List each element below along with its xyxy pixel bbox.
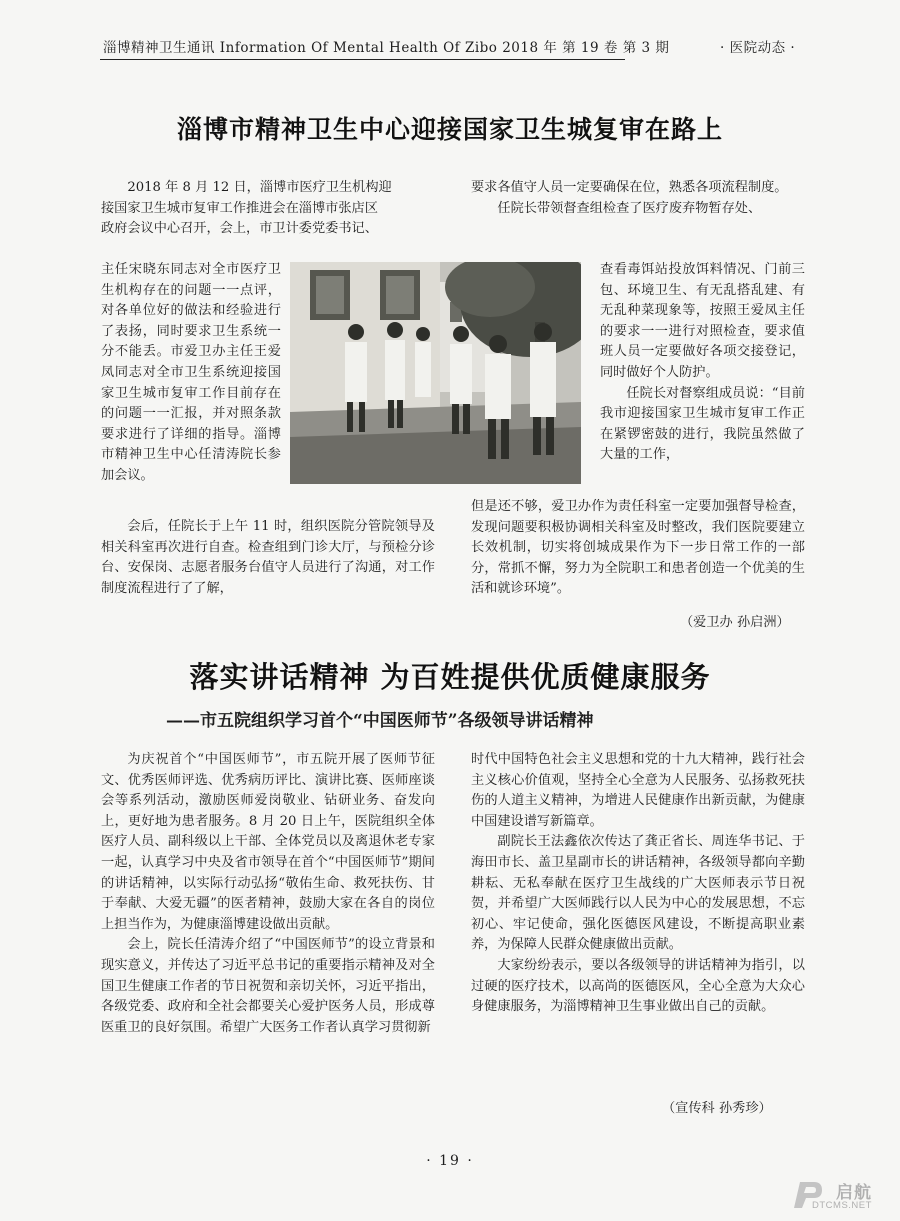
article2-right-column [471,750,805,1018]
left-bottom-text: 会后，任院长于上午 11 时，组织医院分管院领导及相关科室再次进行自查。检查组到门诊大厅，与预检分诊台、安保岗、志愿者服务台值守人员进行了沟通，对工作制度流程进行了了解， [101,519,435,596]
article1-title: 淄博市精神卫生中心迎接国家卫生城复审在路上 [176,115,723,144]
article1-right-narrow [600,260,805,466]
article2-left-p2: 会上，院长任清涛介绍了“中国医师节”的设立背景和现实意义，并传达了习近平总书记的重要指示精神及对全国卫生健康工作者的节日祝贺和亲切关怀，习近平指出，各级党委、政府和全社会都要关心爱护医务人员，形成尊医重卫的良好氛围。希望广大医务工作者认真学习贯彻新 [101,937,435,1035]
right-bottom-text: 但是还不够，爱卫办作为责任科室一定要加强督导检查，发现问题要积极协调相关科室及时整改，我们医院要建立长效机制，切实将创城成果作为下一步日常工作的一部分，常抓不懈，努力为全院职工和患者创造一个优美的生活和就诊环境”。 [471,499,805,597]
right-narrow-text: 查看毒饵站投放饵料情况、门前三包、环境卫生、有无乱搭乱建、有无乱种菜现象等，按照王爱凤主任的要求一一进行对照检查，要求值班人员一定要做好各项交接登记，同时做好个人防护。 [600,262,805,380]
right-narrow-p2: 任院长对督察组成员说：“目前我市迎接国家卫生城市复审工作正在紧锣密鼓的进行，我院虽然做了大量的工作， [600,385,805,463]
article2-subtitle: ——市五院组织学习首个“中国医师节”各级领导讲话精神 [166,711,594,731]
article1-right-top [471,178,805,219]
right-indent-first: 任院长带领督查组检查了医疗废弃物暂存处、 [497,200,762,216]
header-rule [100,59,625,60]
watermark-name: 启航 [836,1183,872,1202]
photo-illustration [290,262,581,484]
intro-line-1: 2018 年 8 月 12 日，淄博市医疗卫生机构迎 [127,180,392,195]
article1-left-narrow [101,260,281,487]
article2-left-column [101,750,435,1038]
article2-title: 落实讲话精神 为百姓提供优质健康服务 [189,660,711,694]
journal-header: 淄博精神卫生通讯 Information Of Mental Health Of Zibo 2018 年 第 19 卷 第 3 期 [103,40,670,56]
article2-right-p2: 副院长王法鑫依次传达了龚正省长、周连华书记、于海田市长、盖卫星副市长的讲话精神，各级领导都向辛勤耕耘、无私奉献在医疗卫生战线的广大医师表示节日祝贺，并希望广大医师践行以人民为中心的发展思想，不忘初心、牢记使命，强化医德医风建设，不断提高职业素养，为保障人民群众健康做出贡献。 [471,834,805,953]
right-top-text: 要求各值守人员一定要确保在位，熟悉各项流程制度。 [471,180,788,195]
watermark-url: DTCMS.NET [812,1200,872,1211]
article2-right-p3: 大家纷纷表示，要以各级领导的讲话精神为指引，以过硬的医疗技术，以高尚的医德医风，全心全意为大众心身健康服务，为淄博精神卫生事业做出自己的贡献。 [471,957,805,1015]
section-label: · 医院动态 · [720,40,796,56]
article1-intro [101,178,435,240]
article2-signature: （宣传科 孙秀珍） [662,1101,772,1116]
intro-line-3: 政府会议中心召开，会上，市卫计委党委书记、 [101,221,378,237]
article2-left-p1: 为庆祝首个“中国医师节”，市五院开展了医师节征文、优秀医师评选、优秀病历评比、演讲比赛、医师座谈会等系列活动，激励医师爱岗敬业、钻研业务、奋发向上，更好地为患者服务。8 月 20 日上午，医院组织全体医疗人员、副科级以上干部、全体党员以及离退休老专家一起，认真学习中央及省市领导在首个“中国医师节”期间的讲话精神，以实际行动弘扬“敬佑生命、救死扶伤、甘于奉献、大爱无疆”的医者精神，鼓励大家在各自的岗位上担当作为，为健康淄博建设做出贡献。 [101,752,435,932]
article1-right-bottom [471,497,805,600]
article1-signature: （爱卫办 孙启洲） [680,615,790,630]
intro-line-2: 接国家卫生城市复审工作推进会在淄博市张店区 [101,200,378,216]
page-number: · 19 · [426,1153,474,1169]
left-narrow-text: 主任宋晓东同志对全市医疗卫生机构存在的问题一一点评，对各单位好的做法和经验进行了表扬，同时要求卫生系统一分不能丢。市爱卫办主任王爱凤同志对全市卫生系统迎接国家卫生城市复审工作目前存在的问题一一汇报，并对照条款要求进行了详细的指导。淄博市精神卫生中心任清涛院长参加会议。 [101,262,281,483]
article1-left-bottom [101,517,435,599]
inspection-photo [290,262,581,484]
article2-right-p1: 时代中国特色社会主义思想和党的十九大精神，践行社会主义核心价值观，坚持全心全意为人民服务、弘扬救死扶伤的人道主义精神，为增进人民健康作出新贡献，为健康中国建设谱写新篇章。 [471,752,805,829]
